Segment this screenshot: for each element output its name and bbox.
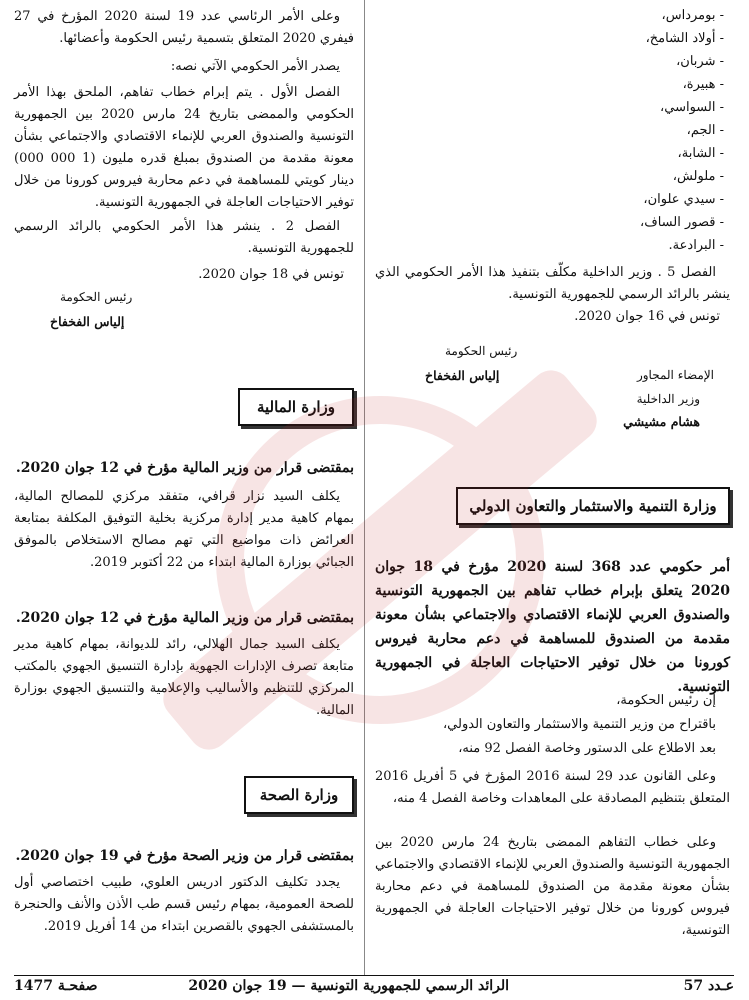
health-decision-title: بمقتضى قرار من وزير الصحة مؤرخ في 19 جوان 2020. — [15, 848, 354, 864]
list-item: - السواسي، — [660, 100, 724, 115]
preamble-1: إن رئيس الحكومة، — [616, 693, 716, 708]
signing-date: تونس في 18 جوان 2020. — [198, 267, 344, 282]
list-item: - ملولش، — [672, 169, 724, 184]
list-item: - سيدي علوان، — [643, 192, 724, 207]
signing-date: تونس في 16 جوان 2020. — [574, 309, 720, 324]
finance-decision-2-title: بمقتضى قرار من وزير المالية مؤرخ في 12 جوان 2020. — [15, 610, 354, 626]
article-1: الفصل الأول . يتم إبرام خطاب تفاهم، الملحق بهذا الأمر الحكومي والممضى بتاريخ 24 مارس 2020 بين الجمهورية التونسية والصندوق العربي للإنماء الاقتصادي والاجتماعي بشأن معونة مقدمة من الصندوق بمبلغ قدره مليون (1 000 000) دينار كويتي للمساهمة في دعم محاربة فيروس كورونا من خلال توفير الاحتياجات العاجلة في الجمهورية التونسية. — [14, 85, 355, 210]
finance-decision-1-body: يكلف السيد نزار قرافي، متفقد مركزي للمصالح المالية، بمهام كاهية مدير إدارة مركزية بخلية التوفيق المكلفة بمتابعة العرائض ذات مواضيع التي تهم مصالح الاستخلاص بالموفق الجبائي بوزارة المالية ابتداء من 22 أكتوبر 2019. — [14, 489, 354, 570]
list-item: - الشابة، — [677, 146, 724, 161]
list-item: - بومرداس، — [661, 8, 724, 23]
health-decision-body: يجدد تكليف الدكتور ادريس العلوي، طبيب اختصاصي أول للصحة العمومية، بمهام رئيس قسم طب الأذن والأنف والحنجرة بالمستشفى الجهوي بالقصرين ابتداء من 14 أفريل 2019. — [14, 875, 354, 934]
preamble-2: باقتراح من وزير التنمية والاستثمار والتعاون الدولي، — [442, 717, 716, 732]
interior-title: وزير الداخلية — [636, 392, 700, 406]
article-2: الفصل 2 . ينشر هذا الأمر الحكومي بالرائد الرسمي للجمهورية التونسية. — [14, 219, 354, 256]
decree-title: أمر حكومي عدد 368 لسنة 2020 مؤرخ في 18 جوان 2020 يتعلق بإبرام خطاب تفاهم بين الجمهورية التونسية والصندوق العربي للإنماء الاقتصادي والاجتماعي بشأن معونة مقدمة من الصندوق للمساهمة في دعم محاربة فيروس كورونا من خلال توفير الاحتياجات العاجلة في الجمهورية التونسية. — [375, 559, 731, 695]
pm-title: رئيس الحكومة — [60, 290, 133, 304]
list-item: - شربان، — [676, 54, 724, 69]
finance-decision-2-body: يكلف السيد جمال الهلالي، رائد للديوانة، بمهام كاهية مدير متابعة تصرف الإدارات الجهوية بإدارة التنسيق الجهوي بالمكتب المركزي للتنظيم والأساليب والإعلامية والتنسيق الجهوي بوزارة المالية. — [14, 637, 354, 718]
cosign-label: الإمضاء المجاور — [636, 368, 714, 382]
ministry-heading-health: وزارة الصحة — [244, 776, 354, 814]
page-footer — [14, 975, 734, 1000]
list-item: - الجم، — [686, 123, 724, 138]
journal-title: الرائد الرسمي للجمهورية التونسية — 19 جوان 2020 — [188, 978, 509, 994]
article-5: الفصل 5 . وزير الداخلية مكلّف بتنفيذ هذا الأمر الحكومي الذي ينشر بالرائد الرسمي للجمهورية التونسية. — [375, 265, 730, 302]
page-number: صفحـة 1477 — [14, 978, 98, 994]
list-item: - البرادعة. — [668, 238, 724, 253]
preamble-4: وعلى القانون عدد 29 لسنة 2016 المؤرخ في 5 أفريل 2016 المتعلق بتنظيم المصادقة على المعاهدات وخاصة الفصل 4 منه، — [375, 769, 730, 806]
ministry-heading-finance: وزارة المالية — [238, 388, 354, 426]
list-item: - هبيرة، — [682, 77, 724, 92]
list-item: - قصور الساف، — [640, 215, 724, 230]
preamble-3: بعد الاطلاع على الدستور وخاصة الفصل 92 منه، — [458, 741, 716, 756]
pm-title: رئيس الحكومة — [445, 344, 518, 358]
issue-number: عـدد 57 — [683, 978, 734, 994]
finance-decision-1-title: بمقتضى قرار من وزير المالية مؤرخ في 12 جوان 2020. — [15, 460, 354, 476]
column-divider — [364, 0, 365, 975]
preamble-6: وعلى الأمر الرئاسي عدد 19 لسنة 2020 المؤرخ في 27 فيفري 2020 المتعلق بتسمية رئيس الحكومة وأعضائها. — [14, 9, 354, 46]
list-item: - أولاد الشامخ، — [645, 31, 724, 46]
preamble-5: وعلى خطاب التفاهم الممضى بتاريخ 24 مارس 2020 بين الجمهورية التونسية والصندوق العربي للإنماء الاقتصادي والاجتماعي بشأن معونة مقدمة من الصندوق للمساهمة في دعم محاربة فيروس كورونا من خلال توفير الاحتياجات العاجلة في الجمهورية التونسية، — [375, 835, 730, 938]
pm-name: إلياس الفخفاخ — [425, 368, 500, 383]
decree-intro: يصدر الأمر الحكومي الآتي نصه: — [170, 59, 340, 74]
ministry-heading-development: وزارة التنمية والاستثمار والتعاون الدولي — [456, 487, 730, 525]
pm-name: إلياس الفخفاخ — [50, 314, 125, 329]
interior-name: هشام مشيشي — [623, 414, 700, 429]
